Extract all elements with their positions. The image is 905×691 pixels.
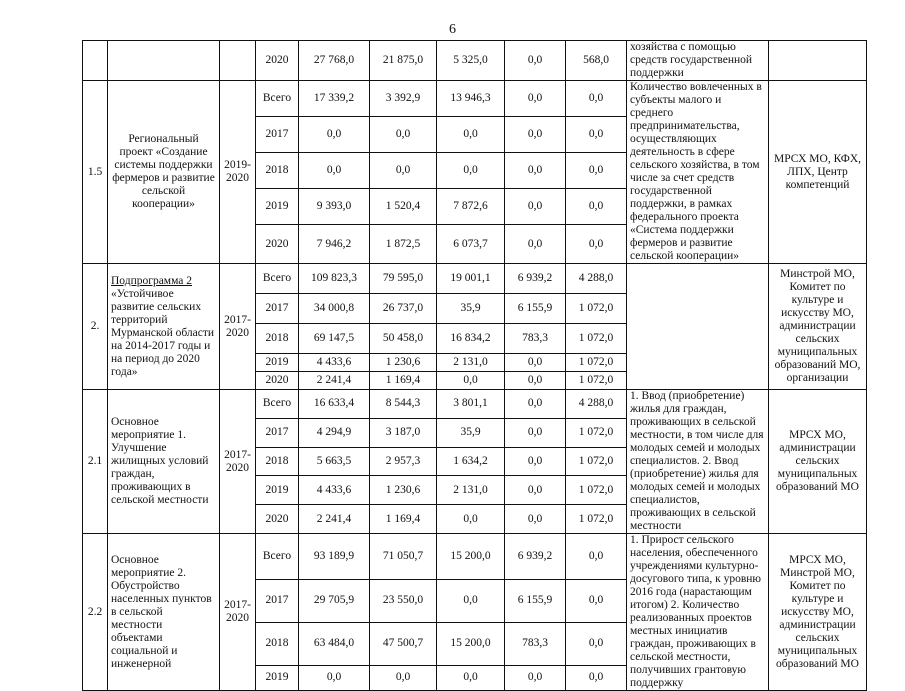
value-cell: 47 500,7 [370,622,437,665]
year-cell: 2017 [256,579,299,622]
table-row [83,390,867,419]
value-cell: 0,0 [566,153,627,189]
year-cell: 2020 [256,372,299,390]
section-period: 2017-2020 [220,390,256,534]
section-name: Региональный проект «Создание системы поддержки фермеров и развитие сельской кооперации» [108,81,220,264]
year-cell: Всего [256,264,299,294]
value-cell: 1 072,0 [566,505,627,534]
value-cell: 50 458,0 [370,324,437,354]
value-cell: 34 000,8 [299,294,370,324]
value-cell: 0,0 [299,665,370,690]
value-cell: 0,0 [505,418,566,447]
section-number: 2.2 [83,534,108,691]
year-cell: 2019 [256,665,299,690]
value-cell: 0,0 [566,225,627,264]
value-cell: 0,0 [505,354,566,372]
indicator-note: 1. Прирост сельского населения, обеспеченного учреждениями культурно-досугового типа, к уровню 2016 года (нарастающим итогом) 2. Количество реализованных проектов местных инициатив граждан, проживающих в сельской местности, получивших грантовую поддержку [627,534,769,691]
value-cell: 4 288,0 [566,264,627,294]
value-cell: 0,0 [566,665,627,690]
year-cell: 2020 [256,41,299,81]
value-cell: 0,0 [566,117,627,153]
table-row [83,81,867,117]
value-cell: 568,0 [566,41,627,81]
value-cell: 3 187,0 [370,418,437,447]
value-cell: 0,0 [505,117,566,153]
value-cell: 0,0 [566,534,627,580]
subprogram-title: Подпрограмма 2 [111,274,193,287]
table-row [83,534,867,580]
value-cell: 1 169,4 [370,505,437,534]
value-cell: 16 633,4 [299,390,370,419]
page-number: 6 [449,22,456,37]
value-cell: 15 200,0 [437,622,505,665]
value-cell: 6 939,2 [505,264,566,294]
value-cell: 26 737,0 [370,294,437,324]
section-period: 2019-2020 [220,81,256,264]
value-cell: 7 946,2 [299,225,370,264]
year-cell: 2019 [256,354,299,372]
value-cell: 16 834,2 [437,324,505,354]
value-cell: 8 544,3 [370,390,437,419]
value-cell: 15 200,0 [437,534,505,580]
value-cell: 1 520,4 [370,189,437,225]
responsible-executor: МРСХ МО, администрации сельских муниципальных образований МО [769,390,867,534]
value-cell: 0,0 [505,665,566,690]
value-cell: 0,0 [566,579,627,622]
value-cell: 2 131,0 [437,354,505,372]
value-cell: 1 072,0 [566,354,627,372]
table-row [83,41,867,81]
value-cell: 5 325,0 [437,41,505,81]
value-cell: 79 595,0 [370,264,437,294]
program-table [82,40,867,691]
value-cell: 1 072,0 [566,476,627,505]
value-cell: 6 155,9 [505,294,566,324]
indicator-note: 1. Ввод (приобретение) жилья для граждан, проживающих в сельской местности, в том числе для молодых семей и молодых специалистов. 2. Ввод (приобретение) жилья для молодых семей и молодых специалистов, проживающих в сельской местности [627,390,769,534]
value-cell: 0,0 [437,665,505,690]
value-cell: 4 433,6 [299,476,370,505]
value-cell: 63 484,0 [299,622,370,665]
year-cell: 2020 [256,505,299,534]
value-cell: 2 241,4 [299,372,370,390]
value-cell: 4 294,9 [299,418,370,447]
value-cell: 1 072,0 [566,447,627,476]
value-cell: 1 072,0 [566,324,627,354]
value-cell: 109 823,3 [299,264,370,294]
year-cell: 2017 [256,418,299,447]
value-cell: 1 230,6 [370,354,437,372]
section-name: Основное мероприятие 1. Улучшение жилищных условий граждан, проживающих в сельской местности [108,390,220,534]
value-cell: 13 946,3 [437,81,505,117]
value-cell: 1 169,4 [370,372,437,390]
value-cell: 1 072,0 [566,372,627,390]
value-cell: 0,0 [299,153,370,189]
value-cell: 783,3 [505,324,566,354]
table-row [83,264,867,294]
section-period: 2017-2020 [220,534,256,691]
value-cell: 0,0 [437,505,505,534]
value-cell: 0,0 [505,505,566,534]
section-name-cell [108,264,220,390]
value-cell: 19 001,1 [437,264,505,294]
value-cell: 0,0 [505,476,566,505]
value-cell: 0,0 [370,665,437,690]
value-cell: 0,0 [505,189,566,225]
value-cell: 93 189,9 [299,534,370,580]
value-cell: 17 339,2 [299,81,370,117]
value-cell: 6 939,2 [505,534,566,580]
value-cell: 783,3 [505,622,566,665]
value-cell: 0,0 [437,117,505,153]
value-cell: 0,0 [566,622,627,665]
section-number: 1.5 [83,81,108,264]
responsible-executor: МРСХ МО, Минстрой МО, Комитет по культуре и искусству МО, администрации сельских муниципальных образований МО [769,534,867,691]
value-cell: 7 872,6 [437,189,505,225]
year-cell: 2018 [256,153,299,189]
value-cell: 35,9 [437,294,505,324]
value-cell: 71 050,7 [370,534,437,580]
year-cell: 2018 [256,447,299,476]
indicator-note: хозяйства с помощью средств государственной поддержки [627,41,769,81]
responsible-executor: Минстрой МО, Комитет по культуре и искусству МО, администрации сельских муниципальных образований МО, организации [769,264,867,390]
section-number: 2.1 [83,390,108,534]
year-cell: 2017 [256,117,299,153]
year-cell: Всего [256,81,299,117]
value-cell: 29 705,9 [299,579,370,622]
value-cell: 0,0 [566,81,627,117]
value-cell: 0,0 [505,81,566,117]
value-cell: 1 872,5 [370,225,437,264]
value-cell: 9 393,0 [299,189,370,225]
value-cell: 4 288,0 [566,390,627,419]
value-cell: 2 131,0 [437,476,505,505]
value-cell: 0,0 [370,153,437,189]
value-cell: 1 230,6 [370,476,437,505]
value-cell: 69 147,5 [299,324,370,354]
value-cell: 0,0 [505,153,566,189]
year-cell: Всего [256,390,299,419]
year-cell: 2017 [256,294,299,324]
value-cell: 0,0 [437,372,505,390]
value-cell: 21 875,0 [370,41,437,81]
value-cell: 3 801,1 [437,390,505,419]
value-cell: 5 663,5 [299,447,370,476]
responsible-executor: МРСХ МО, КФХ, ЛПХ, Центр компетенций [769,81,867,264]
value-cell: 27 768,0 [299,41,370,81]
value-cell: 0,0 [505,390,566,419]
value-cell: 6 073,7 [437,225,505,264]
value-cell: 0,0 [505,447,566,476]
section-period: 2017-2020 [220,264,256,390]
value-cell: 0,0 [437,153,505,189]
value-cell: 0,0 [505,41,566,81]
value-cell: 3 392,9 [370,81,437,117]
value-cell: 1 072,0 [566,418,627,447]
indicator-note: Количество вовлеченных в субъекты малого и среднего предпринимательства, осуществляющих деятельность в сфере сельского хозяйства, в том числе за счет средств государственной поддержки, в рамках федерального проекта «Система поддержки фермеров и развитие сельской кооперации» [627,81,769,264]
value-cell: 0,0 [505,372,566,390]
value-cell: 2 241,4 [299,505,370,534]
value-cell: 0,0 [505,225,566,264]
value-cell: 0,0 [370,117,437,153]
year-cell: Всего [256,534,299,580]
value-cell: 6 155,9 [505,579,566,622]
value-cell: 35,9 [437,418,505,447]
value-cell: 23 550,0 [370,579,437,622]
value-cell: 1 072,0 [566,294,627,324]
section-number: 2. [83,264,108,390]
section-name: «Устойчивое развитие сельских территорий Мурманской области на 2014-2017 годы и на период до 2020 года» [111,287,215,378]
value-cell: 2 957,3 [370,447,437,476]
year-cell: 2018 [256,622,299,665]
year-cell: 2020 [256,225,299,264]
year-cell: 2019 [256,476,299,505]
year-cell: 2019 [256,189,299,225]
year-cell: 2018 [256,324,299,354]
value-cell: 0,0 [299,117,370,153]
value-cell: 0,0 [566,189,627,225]
indicator-note [627,264,769,390]
value-cell: 1 634,2 [437,447,505,476]
value-cell: 4 433,6 [299,354,370,372]
section-name: Основное мероприятие 2. Обустройство населенных пунктов в сельской местности объектами социальной и инженерной [108,534,220,691]
value-cell: 0,0 [437,579,505,622]
